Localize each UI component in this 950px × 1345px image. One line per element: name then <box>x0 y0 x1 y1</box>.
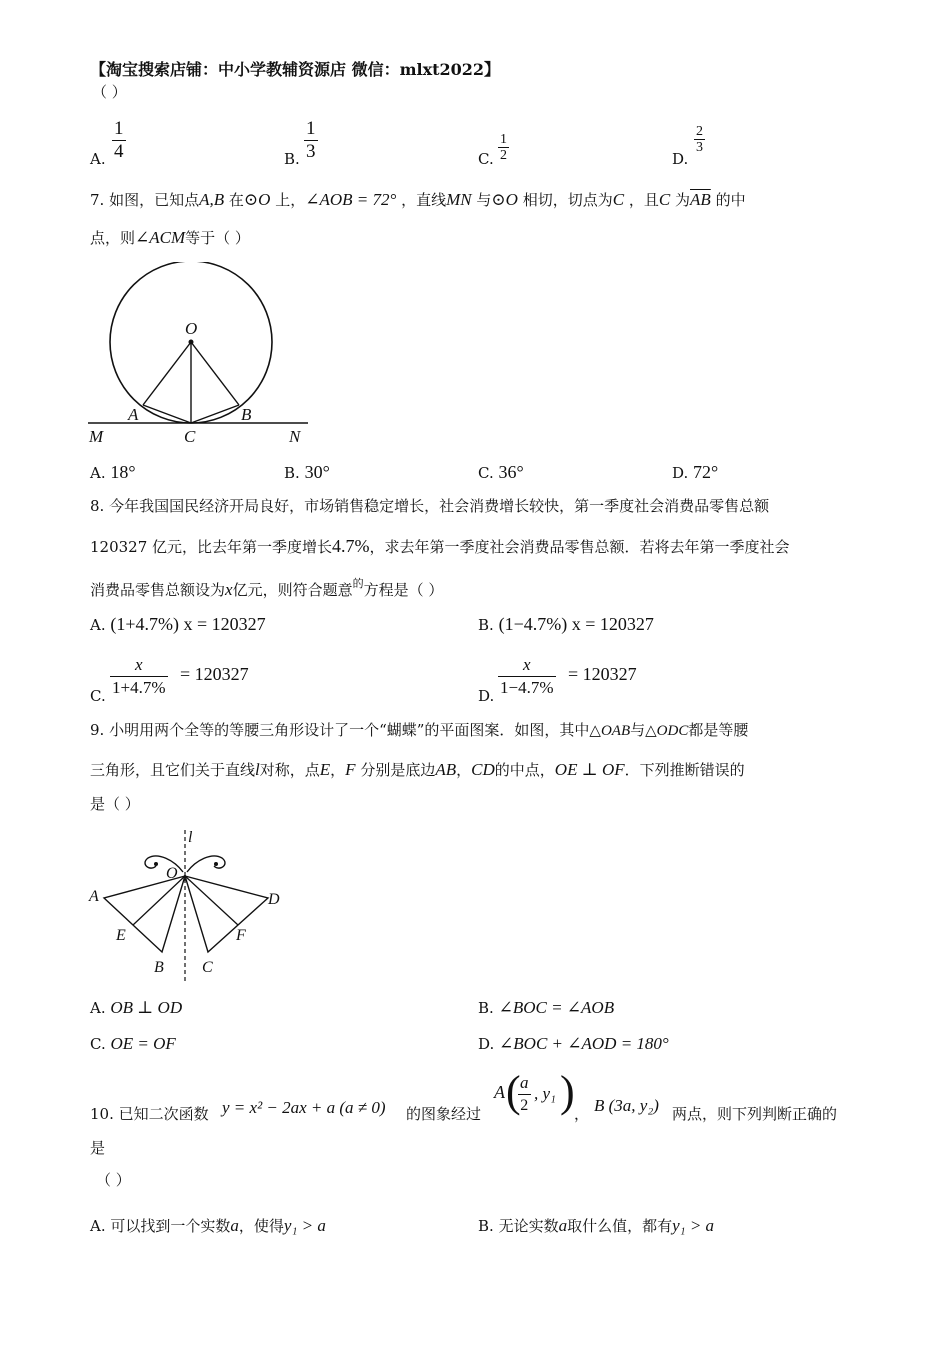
label-l: l <box>188 829 193 846</box>
q8-option-a: A. (1+4.7%) x = 120327 <box>90 614 266 634</box>
q9-stem-line2: 三角形，且它们关于直线l对称，点E，F 分别是底边AB，CD的中点，OE ⊥ OF．下列推断错误的 <box>90 760 745 779</box>
label-a: A <box>128 405 139 424</box>
header-banner: 【淘宝搜索店铺：中小学教辅资源店 微信：mlxt2022】 <box>90 60 501 79</box>
q10-stem-line2: 是 <box>90 1139 106 1157</box>
q8-stem-line1: 8. 今年我国国民经济开局良好，市场销售稳定增长，社会消费增长较快，第一季度社会消费品零售总额 <box>90 497 770 515</box>
label-f: F <box>236 927 246 944</box>
q7-option-a: A. 18° <box>90 462 136 482</box>
q9-option-b: B. ∠BOC = ∠AOB <box>478 998 615 1017</box>
segment-oa <box>143 342 191 405</box>
label-o: O <box>166 865 178 882</box>
label-b: B <box>241 405 252 424</box>
label-e: E <box>116 927 126 944</box>
q9-option-c: C. OE = OF <box>90 1034 176 1053</box>
q10-answer-paren: （ ） <box>96 1171 131 1189</box>
q7-option-c: C. 36° <box>478 462 524 482</box>
q7-option-b: B. 30° <box>284 462 330 482</box>
segment-ob <box>191 342 239 405</box>
label-m: M <box>89 427 104 446</box>
q9-stem-line3: 是（ ） <box>90 795 140 813</box>
q7-stem-line1: 7. 如图，已知点A,B 在⊙O 上，∠AOB = 72° ，直线MN 与⊙O 相切，切点为C ，且C 为$\overline{AB}$ 的中 <box>90 190 746 209</box>
q5-answer-paren: （ ） <box>92 83 127 101</box>
label-c: C <box>202 959 213 976</box>
label-c: C <box>184 427 196 446</box>
q7-option-d: D. 72° <box>672 462 719 482</box>
q7-circle-figure <box>86 262 316 448</box>
q8-stem-line2: 120327 亿元，比去年第一季度增长4.7%，求去年第一季度社会消费品零售总额．若将去年第一季度社会 <box>90 536 790 556</box>
q9-butterfly-figure <box>86 824 296 984</box>
right-antenna <box>187 856 225 872</box>
label-o: O <box>185 319 198 338</box>
label-n: N <box>289 427 301 446</box>
segment-ac <box>143 405 191 423</box>
label-a: A <box>89 888 99 905</box>
segment-bc <box>191 405 239 423</box>
q10-option-b: B. 无论实数a取什么值，都有y₁ > a <box>478 1216 715 1235</box>
q7-stem-line2: 点，则∠ACM等于（ ） <box>90 228 250 247</box>
q9-option-a: A. OB ⊥ OD <box>90 998 183 1017</box>
label-d: D <box>268 891 280 908</box>
q10-option-a: A. 可以找到一个实数a，使得y₁ > a <box>90 1216 326 1235</box>
label-b: B <box>154 959 164 976</box>
arc-ab: $\overline{AB}$ <box>690 190 711 209</box>
center-dot <box>189 340 194 345</box>
q8-stem-line3: 消费品零售总额设为x亿元，则符合题意$^的$方程是（ ） <box>90 577 444 599</box>
q9-option-d: D. ∠BOC + ∠AOD = 180° <box>478 1034 669 1053</box>
q9-stem-line1: 9. 小明用两个全等的等腰三角形设计了一个“蝴蝶”的平面图案．如图，其中△OAB与△ODC都是等腰 <box>90 721 749 739</box>
q8-option-b: B. (1−4.7%) x = 120327 <box>478 614 654 634</box>
